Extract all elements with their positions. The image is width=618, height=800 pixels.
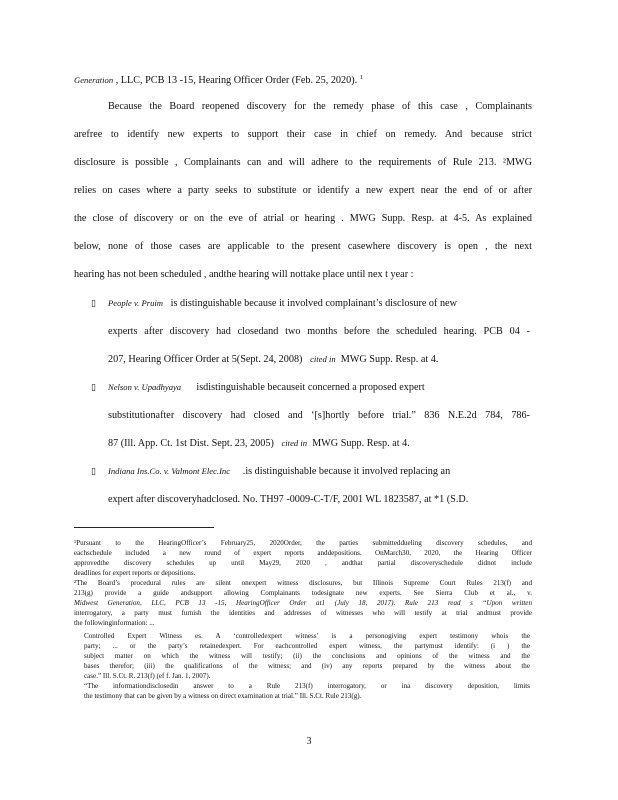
case-name-nelson-v-upadhyaya: Nelson v. Upadhyaya [108,382,182,392]
bullet-3-line-2: expert after discoveryhadclosed. No. TH97 -0009-C-T/F, 2001 WL 1823587, at *1 (S.D. [108,494,469,505]
citation-text: , LLC, PCB 13 -15, Hearing Officer Order (Feb. 25, 2020). [115,75,358,86]
quote-line-6: “The informationdisclosedin answer to a Rule 213(f) interrogatory, or ina discovery deposition, limits [84,682,530,690]
bullet-1-line-2: experts after discovery had closedand two months before the scheduled hearing. PCB 04 - [108,326,530,337]
footnote-2-line-5: the followinginformation: ... [74,619,155,627]
bullet-2-line-1: Nelson v. Upadhyaya isdistinguishable becauseit concerned a proposed expert [108,382,425,393]
footnote-1-line-1: ¹Pursuant to the HearingOfficer’s February25, 2020Order, the parties submitteddueling discovery schedules, and [74,539,532,547]
paragraph-line-3: disclosure is possible , Complainants can and will adhere to the requirements of Rule 213. ²MWG [74,157,532,168]
footnote-2-line-2: 213(g) provide a guide andsupport allowing Complainants todesignate new experts. See Sierra Club et al., v. [74,589,532,597]
quote-line-1: Controlled Expert Witness es. A ‘controlledexpert witness’ is a personogiving expert testimony whois the [84,632,530,640]
quote-line-7: the testimony that can be given by a witness on direct examination at trial.” Ill. S.Ct. Rule 213(g). [84,692,362,700]
bullet-2-line-2: substitutionafter discovery had closed and ‘[s]hortly before trial.” 836 N.E.2d 784, 786- [108,410,530,421]
bullet-marker-icon: ▯ [91,298,96,308]
footnote-separator [74,527,214,528]
bullet-1-line-3: 207, Hearing Officer Order at 5(Sept. 24, 2008) cited in MWG Supp. Resp. at 4. [108,354,439,365]
cited-in-signal: cited in [310,354,336,364]
paragraph-line-2: arefree to identify new experts to support their case in chief on remedy. And because strict [74,129,532,140]
paragraph-line-4: relies on cases where a party seeks to substitute or identify a new expert near the end of or after [74,185,532,196]
paragraph-line-6: below, none of those cases are applicable to the present casewhere discovery is open , the next [74,241,532,252]
quote-line-4: bases therefor; (iii) the qualifications of the witness; and (iv) any reports prepared by the witness about the [84,662,530,670]
bullet-1-line-1: People v. Pruim is distinguishable because it involved complainant’s disclosure of new [108,298,457,309]
quote-line-5: case.” Ill. S.Ct. R. 213(f) (ef f. Jan. 1, 2007). [84,672,211,680]
bullet-3-line-1: Indiana Ins.Co. v. Valmont Elec.Inc .is distinguishable because it involved replacing an [108,466,451,477]
case-name-people-v-pruim: People v. Pruim [108,298,163,308]
footnote-1-line-2: eachschedule included a new round of expert reports anddepositions. OnMarch30, 2020, the Hearing Officer [74,549,532,557]
footnote-2-line-1: ²The Board’s procedural rules are silent onexpert witness disclosures, but Illinois Supreme Court Rules 213(f) and [74,579,532,587]
cited-in-signal: cited in [281,438,308,448]
footnote-2-line-4: interrogatory, a party must furnish the identities and addresses of witnesses who will testify at trial andmust provide [74,609,532,617]
paragraph-line-1: Because the Board reopened discovery for the remedy phase of this case , Complainants [108,101,532,112]
quote-line-2: party; ... or the party’s retainedexpert. For eachcontrolled expert witness, the partymust identify: (i ) the [84,642,530,650]
footnote-ref-1: 1 [359,74,363,81]
paragraph-line-5: the close of discovery or on the eve of atrial or hearing . MWG Supp. Resp. at 4-5. As explained [74,213,532,224]
page-number: 3 [306,736,312,747]
bullet-marker-icon: ▯ [91,382,96,392]
paragraph-line-7: hearing has not been scheduled , andthe hearing will nottake place until nex t year : [74,269,414,280]
opening-citation-line [74,71,532,87]
footnote-1-line-4: deadlines for expert reports or depositions. [74,569,196,577]
footnote-2-line-3: Midwest Generation, LLC, PCB 13 -15, HearingOfficer Order at1 (July 18, 2017). Rule 213 read s “Upon written [74,599,532,607]
footnote-1-line-3: approvedthe discovery schedules up until May29, 2020 , andthat partial discoveryschedule didnot include [74,559,532,567]
bullet-2-line-3: 87 (Ill. App. Ct. 1st Dist. Sept. 23, 2005) cited in MWG Supp. Resp. at 4. [108,438,410,449]
case-name-generation: Generation [74,75,114,85]
quote-line-3: subject matter on which the witness will testify; (ii) the conclusions and opinions of the witness and the [84,652,530,660]
bullet-marker-icon: ▯ [91,466,96,476]
case-name-indiana-ins-v-valmont: Indiana Ins.Co. v. Valmont Elec.Inc [108,466,231,476]
